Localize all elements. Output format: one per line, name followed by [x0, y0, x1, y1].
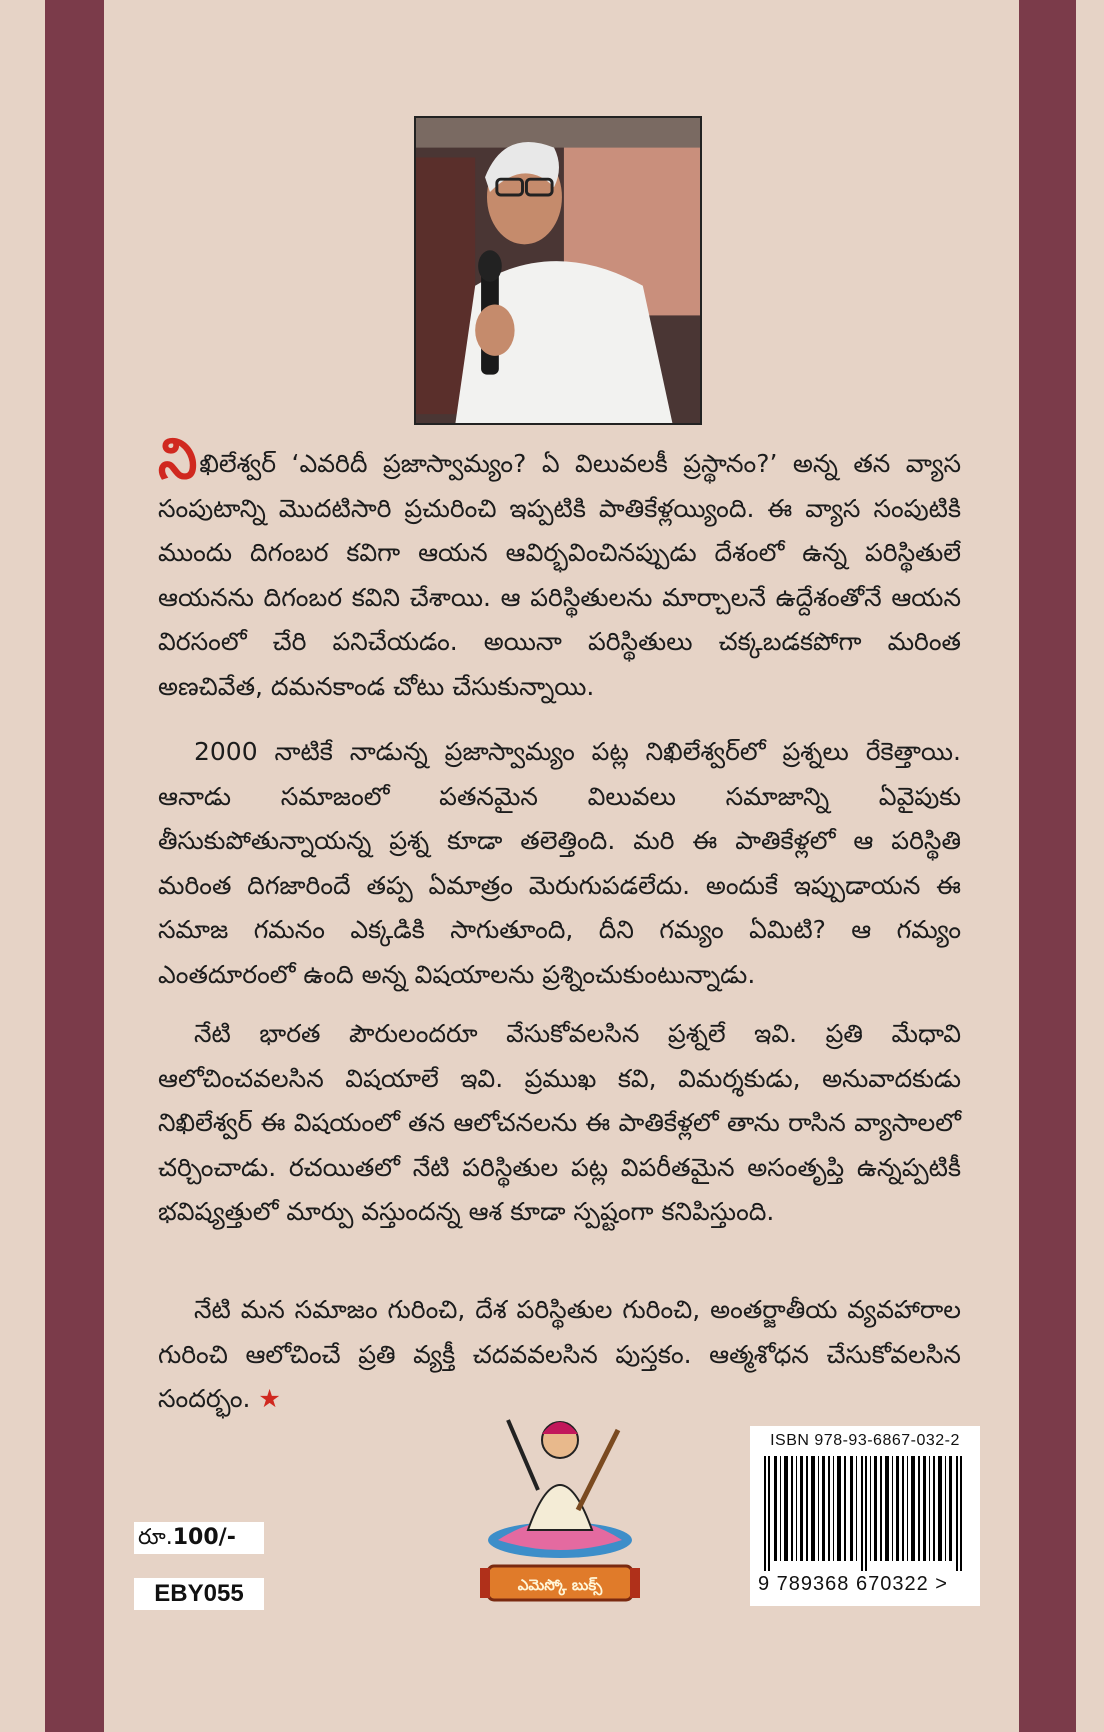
barcode-bars — [758, 1456, 972, 1571]
isbn-barcode — [750, 1426, 980, 1606]
paragraph-3 — [158, 1012, 961, 1235]
dropcap: ని — [158, 427, 198, 492]
paragraph-2 — [158, 730, 961, 997]
right-maroon-band — [1019, 0, 1076, 1732]
price-prefix: రూ. — [138, 1525, 173, 1550]
isbn-digits: 9 789368 670322 > — [758, 1573, 948, 1595]
price-value: 100/- — [172, 1525, 236, 1550]
paragraph-3-text: నేటి భారత పౌరులందరూ వేసుకోవలసిన ప్రశ్నలే ఇవి. ప్రతి మేధావి ఆలోచించవలసిన విషయాలే ఇవి. ప్రముఖ కవి, విమర్శకుడు, అనువాదకుడు నిఖిలేశ్వర్ ఈ విషయంలో తన ఆలోచనలను ఈ పాతికేళ్లలో తాను రాసిన వ్యాసాలలో చర్చించాడు. రచయితలో నేటి పరిస్థితుల పట్ల విపరీతమైన అసంతృప్తి ఉన్నప్పటికీ భవిష్యత్తులో మార్పు వస్తుందన్న ఆశ కూడా స్పష్టంగా కనిపిస్తుంది. — [158, 1019, 961, 1226]
publisher-logo — [468, 1400, 652, 1612]
author-name: ఖిలేశ్వర్ — [199, 449, 292, 478]
author-photo — [414, 116, 702, 425]
paragraph-1 — [158, 427, 961, 709]
paragraph-4-text: నేటి మన సమాజం గురించి, దేశ పరిస్థితుల గురించి, అంతర్జాతీయ వ్యవహారాల గురించి ఆలోచించే ప్రతి వ్యక్తీ చదవవలసిన పుస్తకం. ఆత్మశోధన చేసుకోవలసిన సందర్భం. — [158, 1295, 961, 1413]
end-star-icon: ★ — [250, 1384, 281, 1413]
paragraph-2-text: 2000 నాటికే నాడున్న ప్రజాస్వామ్యం పట్ల నిఖిలేశ్వర్‌లో ప్రశ్నలు రేకెత్తాయి. ఆనాడు సమాజంలో పతనమైన విలువలు సమాజాన్ని ఏవైపుకు తీసుకుపోతున్నాయన్న ప్రశ్న కూడా తలెత్తింది. మరి ఈ పాతికేళ్లలో ఆ పరిస్థితి మరింత దిగజారిందే తప్ప ఏమాత్రం మెరుగుపడలేదు. అందుకే ఇప్పుడాయన ఈ సమాజ గమనం ఎక్కడికి సాగుతూంది, దీని గమ్యం ఏమిటి? ఆ గమ్యం ఎంతదూరంలో ఉంది అన్న విషయాలను ప్రశ్నించుకుంటున్నాడు. — [158, 737, 961, 989]
right-edge — [1076, 0, 1104, 1732]
isbn-label: ISBN 978-93-6867-032-2 — [770, 1432, 960, 1449]
price-label — [134, 1522, 264, 1554]
paragraph-1-text: అన్న తన వ్యాస సంపుటాన్ని మొదటిసారి ప్రచురించి ఇప్పటికి పాతికేళ్లయ్యింది. ఈ వ్యాస సంపుటికి ముందు దిగంబర కవిగా ఆయన ఆవిర్భవించినప్పుడు దేశంలో ఉన్న పరిస్థితులే ఆయనను దిగంబర కవిని చేశాయి. ఆ పరిస్థితులను మార్చాలనే ఉద్దేశంతోనే ఆయన విరసంలో చేరి పనిచేయడం. అయినా పరిస్థితులు చక్కబడకపోగా మరింత అణచివేత, దమనకాండ చోటు చేసుకున్నాయి. — [158, 449, 961, 701]
publisher-logo-text: ఎమెస్కో బుక్స్ — [517, 1576, 603, 1594]
book-code: EBY055 — [134, 1578, 264, 1610]
left-maroon-band — [45, 0, 104, 1732]
book-title: ‘ఎవరిదీ ప్రజాస్వామ్యం? ఏ విలువలకీ ప్రస్థానం?’ — [291, 449, 778, 478]
